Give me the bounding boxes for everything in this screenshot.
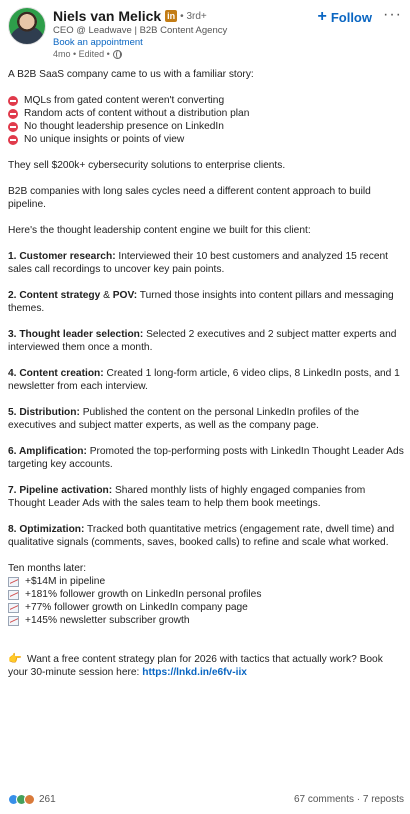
step-item: 1. Customer research: Interviewed their 10 best customers and analyzed 15 recent sales call recordings to uncover key pain points. <box>8 251 388 275</box>
post-meta <box>53 49 122 59</box>
step-item: 4. Content creation: Created 1 long-form article, 6 video clips, 8 LinkedIn posts, and 1 newsletter from each interview. <box>8 368 400 392</box>
problem-item: No thought leadership presence on LinkedIn <box>8 120 404 133</box>
no-entry-icon <box>8 96 18 106</box>
result-item: +77% follower growth on LinkedIn company page <box>8 601 404 614</box>
step-item: 6. Amplification: Promoted the top-performing posts with LinkedIn Thought Leader Ads targeting key accounts. <box>8 446 404 470</box>
engine-line: Here's the thought leadership content engine we built for this client: <box>8 225 311 236</box>
result-item: +145% newsletter subscriber growth <box>8 614 404 627</box>
booking-link[interactable]: https://lnkd.in/e6fv-iix <box>142 667 247 678</box>
author-name-row <box>53 8 207 24</box>
chart-increasing-icon <box>8 577 19 587</box>
follow-label: Follow <box>330 9 372 25</box>
cta-paragraph: 👉 Want a free content strategy plan for 2026 with tactics that actually work? Book your 30-minute session here: https://lnkd.in/e6fv-iix <box>8 653 383 678</box>
plus-icon: + <box>317 8 327 25</box>
author-name[interactable]: Niels van Melick <box>53 8 162 24</box>
step-item: 3. Thought leader selection: Selected 2 executives and 2 subject matter experts and interviewed them once a month. <box>8 329 397 353</box>
problem-item: Random acts of content without a distribution plan <box>8 107 404 120</box>
step-item: 7. Pipeline activation: Shared monthly lists of highly engaged companies from Thought Leader Ads with the sales team to help them book meetings. <box>8 485 366 509</box>
results-intro: Ten months later: <box>8 563 87 574</box>
chart-increasing-icon <box>8 616 19 626</box>
chart-increasing-icon <box>8 590 19 600</box>
post-header <box>8 6 404 64</box>
support-reaction-icon <box>24 794 35 805</box>
step-item: 8. Optimization: Tracked both quantitative metrics (engagement rate, dwell time) and qualitative signals (comments, saves, booked calls) to refine and scale what worked. <box>8 524 395 548</box>
globe-icon <box>113 50 122 59</box>
follow-button[interactable] <box>317 8 372 26</box>
linkedin-premium-icon: in <box>167 11 176 21</box>
chart-increasing-icon <box>8 603 19 613</box>
pointing-hand-icon: 👉 <box>8 653 22 665</box>
book-appointment-link[interactable]: Book an appointment <box>53 37 143 48</box>
sell-line: They sell $200k+ cybersecurity solutions to enterprise clients. <box>8 160 286 171</box>
post-intro: A B2B SaaS company came to us with a familiar story: <box>8 69 254 80</box>
no-entry-icon <box>8 122 18 132</box>
comments-reposts-count[interactable]: 67 comments · 7 reposts <box>293 793 404 805</box>
reaction-count: 261 <box>39 793 56 805</box>
author-headline: CEO @ Leadwave | B2B Content Agency <box>53 25 228 36</box>
step-item: 5. Distribution: Published the content on the personal LinkedIn profiles of the executives and subject matter experts, as well as the company page. <box>8 407 360 431</box>
no-entry-icon <box>8 135 18 145</box>
result-item: +181% follower growth on LinkedIn personal profiles <box>8 588 404 601</box>
social-counts <box>8 792 404 806</box>
avatar[interactable] <box>8 7 46 45</box>
step-item: 2. Content strategy & POV: Turned those insights into content pillars and messaging themes. <box>8 290 394 314</box>
more-options-icon[interactable]: ··· <box>383 6 402 23</box>
problem-item: MQLs from gated content weren't converting <box>8 94 404 107</box>
post-body <box>8 68 404 679</box>
post-meta-text: 4mo • Edited • <box>53 49 110 59</box>
connection-degree: • 3rd+ <box>180 10 207 22</box>
result-item: +$14M in pipeline <box>8 575 404 588</box>
b2b-line: B2B companies with long sales cycles need a different content approach to build pipeline. <box>8 186 371 210</box>
reactions-summary[interactable] <box>8 794 56 805</box>
problem-item: No unique insights or points of view <box>8 133 404 146</box>
no-entry-icon <box>8 109 18 119</box>
